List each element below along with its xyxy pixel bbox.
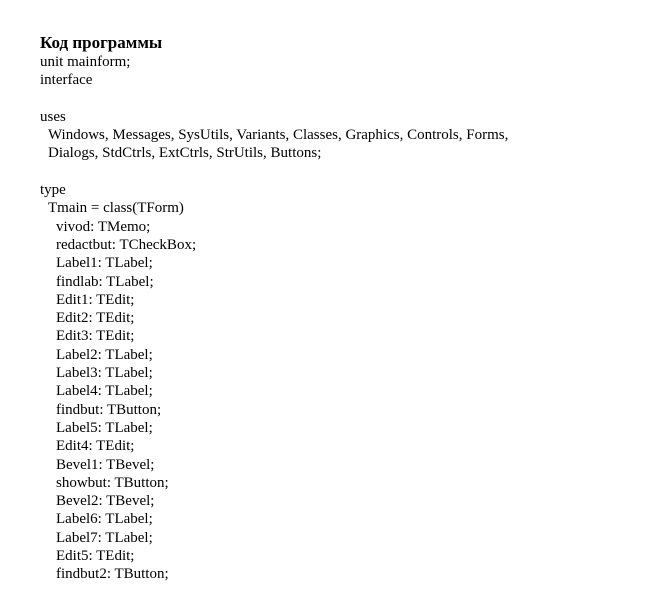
blank-line — [40, 90, 640, 108]
code-line-interface: interface — [40, 72, 93, 89]
code-line-field: findbut2: TButton; — [56, 566, 169, 583]
code-line-type: type — [40, 182, 66, 199]
code-line-class-decl: Tmain = class(TForm) — [48, 200, 184, 217]
code-line-unit: unit mainform; — [40, 54, 131, 70]
code-line-field: findlab: TLabel; — [56, 273, 154, 290]
code-line-field: Label2: TLabel; — [56, 346, 153, 363]
code-line-field: Label3: TLabel; — [56, 365, 153, 382]
code-line-field: Edit4: TEdit; — [56, 438, 135, 455]
code-line-field: showbut: TButton; — [56, 474, 169, 491]
code-line-field: Edit2: TEdit; — [56, 310, 135, 327]
code-line-uses: uses — [40, 108, 66, 125]
code-line-field: Bevel1: TBevel; — [56, 456, 155, 473]
code-line-field: Bevel2: TBevel; — [56, 493, 155, 510]
code-line-field: redactbut: TCheckBox; — [56, 236, 197, 253]
code-line-field: Edit3: TEdit; — [56, 328, 135, 345]
code-line-field: findbut: TButton; — [56, 401, 162, 418]
document-page — [40, 33, 640, 584]
code-line-field: Label4: TLabel; — [56, 383, 153, 400]
code-line-field: vivod: TMemo; — [56, 218, 151, 235]
code-line-field: Label5: TLabel; — [56, 419, 153, 436]
code-line-field: Label1: TLabel; — [56, 255, 153, 272]
code-line-uses-list: Dialogs, StdCtrls, ExtCtrls, StrUtils, Buttons; — [48, 145, 322, 162]
code-line-field: Label6: TLabel; — [56, 511, 153, 528]
code-line-uses-list: Windows, Messages, SysUtils, Variants, Classes, Graphics, Controls, Forms, — [48, 127, 509, 144]
code-line-field: Label7: TLabel; — [56, 529, 153, 546]
code-line-field: Edit1: TEdit; — [56, 291, 135, 308]
code-line-field: Edit5: TEdit; — [56, 548, 135, 565]
blank-line — [40, 163, 640, 181]
section-heading: Код программы — [40, 33, 163, 52]
